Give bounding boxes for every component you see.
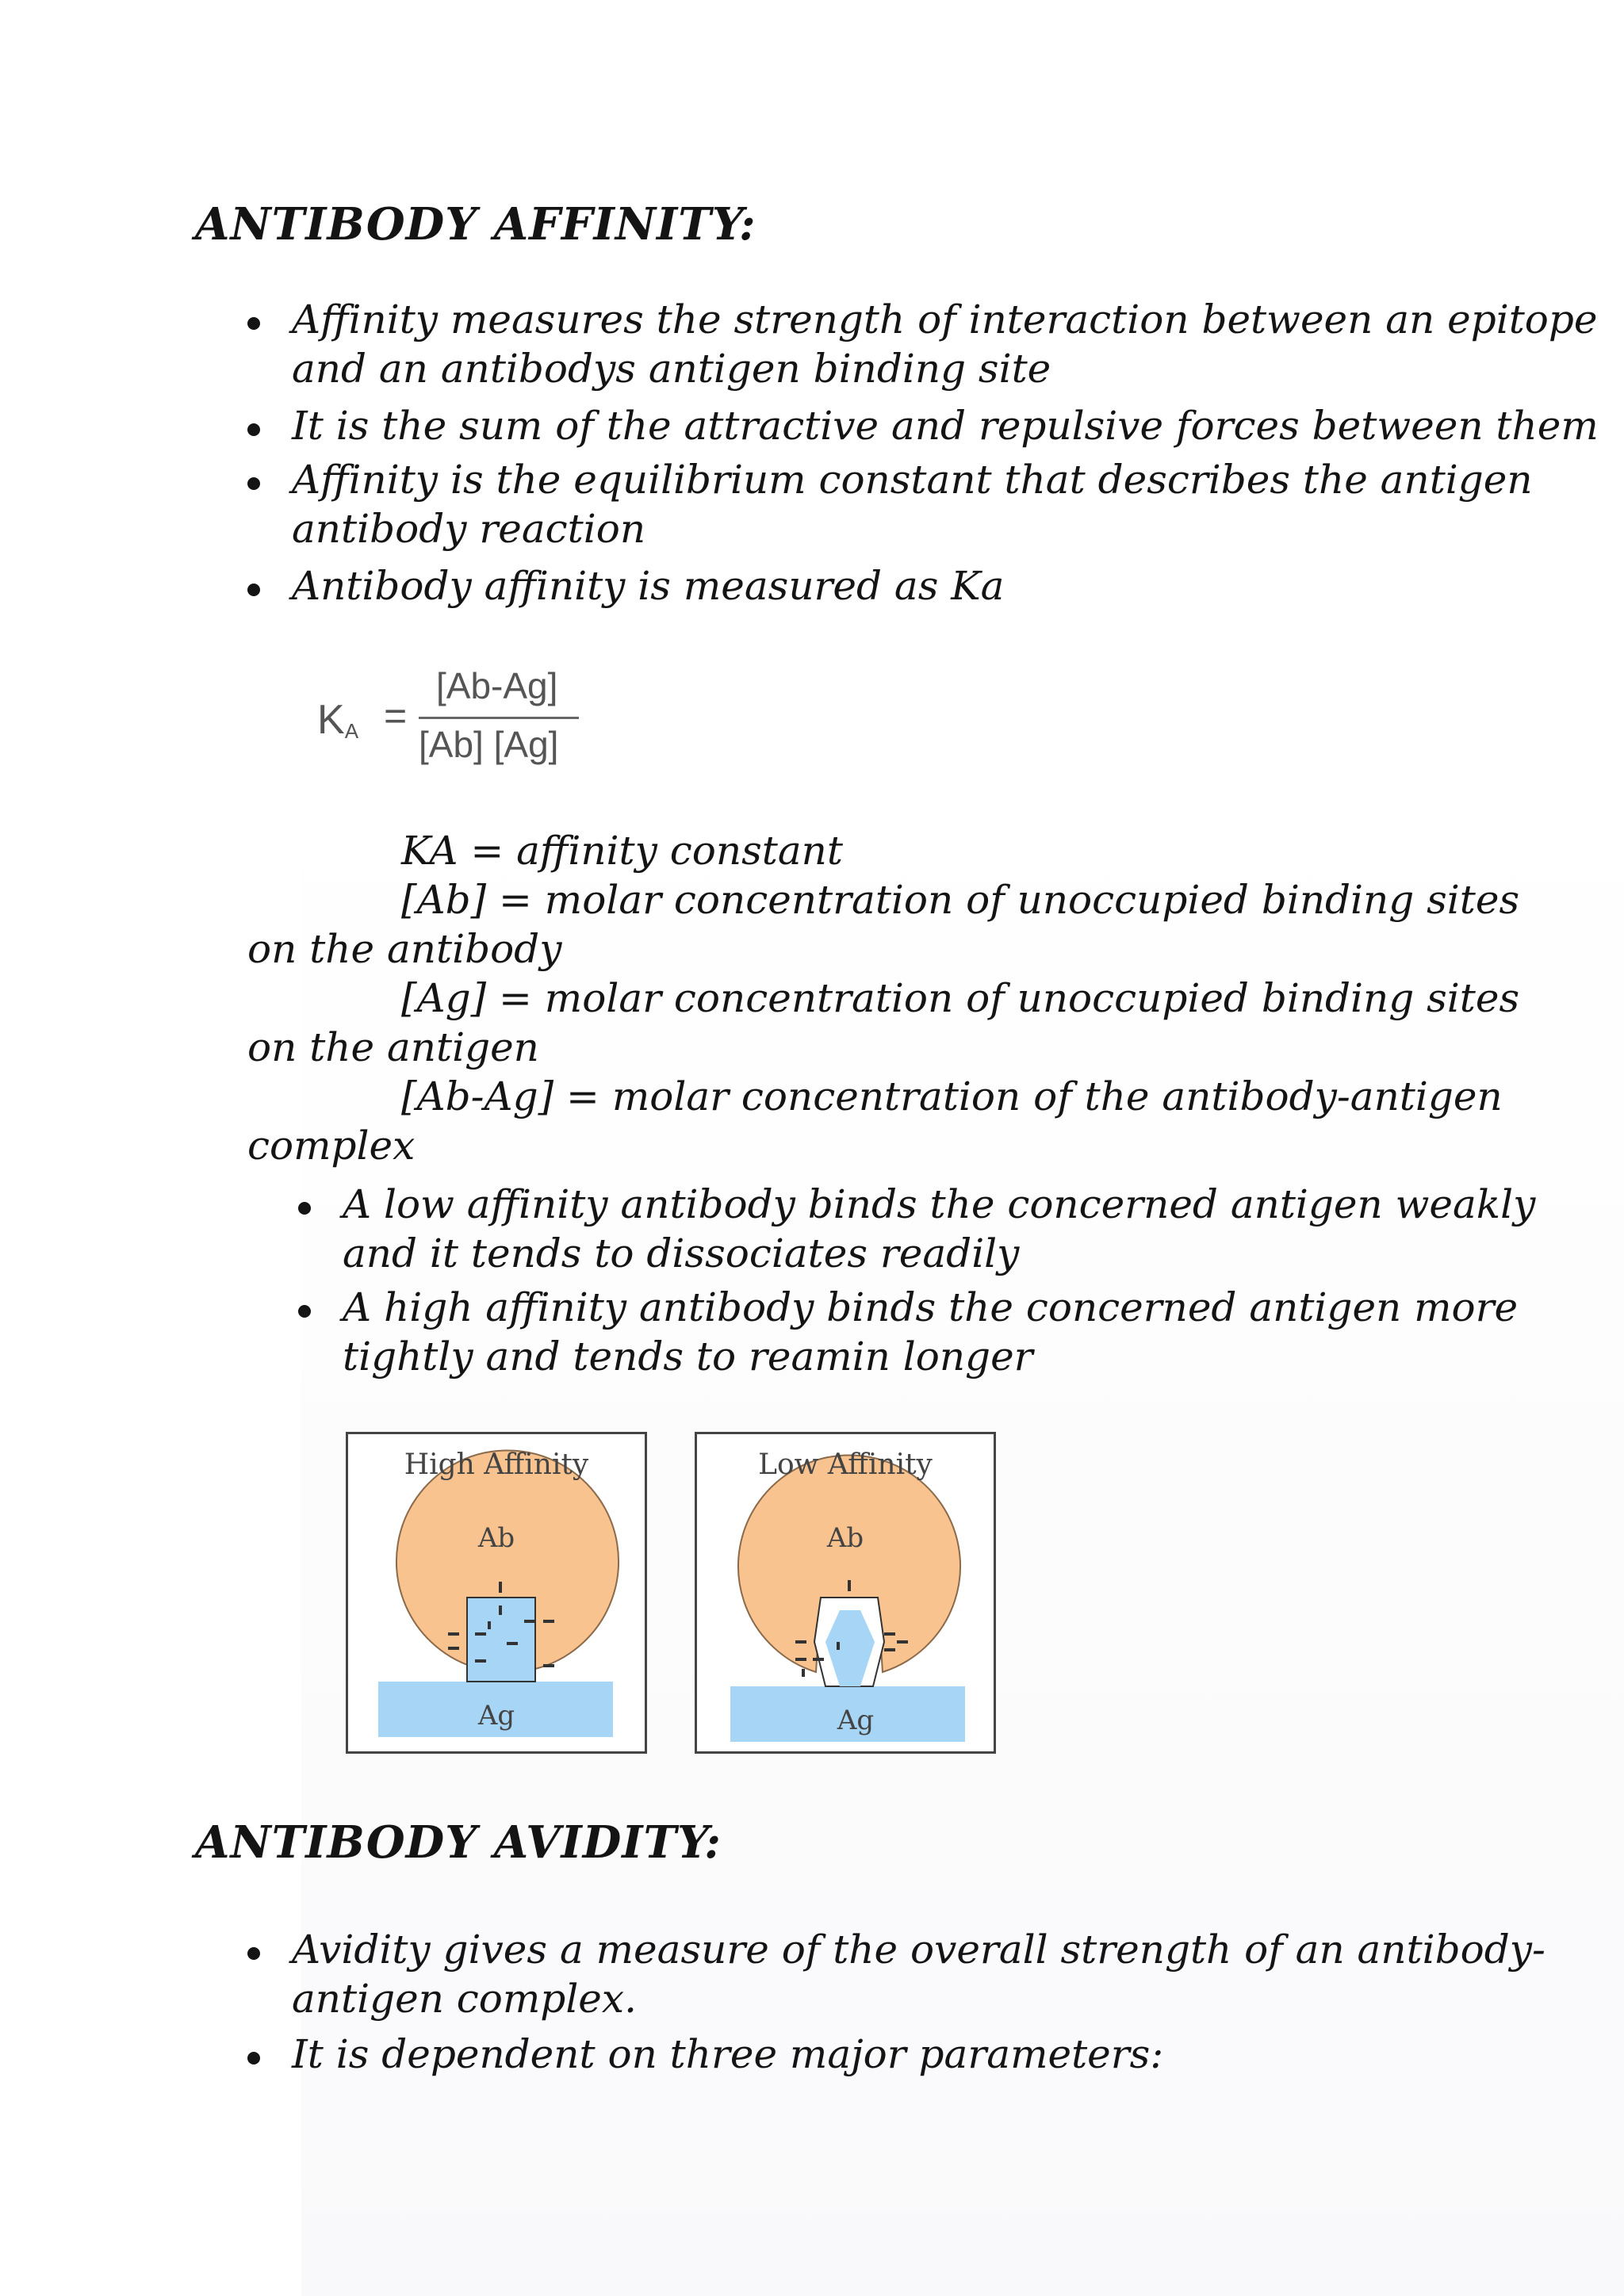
ag-label: Ag bbox=[477, 1700, 515, 1732]
bullet-text: and it tends to dissociates readily bbox=[343, 1230, 1020, 1276]
bullet-text: and an antibodys antigen binding site bbox=[292, 346, 1051, 392]
ab-label: Ab bbox=[477, 1522, 515, 1554]
definition-complex: [Ab-Ag] = molar concentration of the antibody-antigen bbox=[401, 1073, 1503, 1119]
ab-label: Ab bbox=[826, 1522, 864, 1554]
bullet-text: It is the sum of the attractive and repulsive forces between them bbox=[292, 403, 1599, 449]
list-item bbox=[193, 295, 1599, 393]
bullet-text: A low affinity antibody binds the concerned antigen weakly bbox=[343, 1181, 1536, 1227]
list-item bbox=[193, 2030, 1545, 2079]
low-affinity-diagram bbox=[697, 1434, 994, 1751]
bullet-text: It is dependent on three major parameters: bbox=[292, 2031, 1164, 2077]
list-item bbox=[193, 1925, 1545, 2023]
avidity-heading: ANTIBODY AVIDITY: bbox=[195, 1816, 722, 1869]
fraction-bar bbox=[419, 717, 579, 719]
definition-ag: [Ag] = molar concentration of unoccupied binding sites bbox=[401, 975, 1520, 1021]
definition-ag-cont: on the antigen bbox=[247, 1024, 539, 1070]
list-item bbox=[193, 455, 1599, 553]
affinity-comparison-list bbox=[244, 1180, 1535, 1381]
avidity-bullet-list bbox=[193, 1925, 1545, 2079]
affinity-heading: ANTIBODY AFFINITY: bbox=[195, 198, 756, 251]
formula-definitions bbox=[247, 826, 1519, 1170]
bullet-text: A high affinity antibody binds the concerned antigen more bbox=[343, 1284, 1519, 1330]
formula-denominator: [Ab] [Ag] bbox=[419, 724, 559, 765]
list-item bbox=[193, 401, 1599, 450]
high-affinity-figure bbox=[346, 1432, 647, 1754]
definition-complex-cont: complex bbox=[247, 1123, 416, 1169]
bullet-text: Antibody affinity is measured as Ka bbox=[292, 563, 1005, 609]
list-item bbox=[193, 561, 1599, 610]
bullet-text: Avidity gives a measure of the overall strength of an antibody- bbox=[292, 1927, 1545, 1973]
figure-title: Low Affinity bbox=[758, 1448, 933, 1481]
definition-ab: [Ab] = molar concentration of unoccupied binding sites bbox=[401, 877, 1520, 923]
bullet-text: Affinity measures the strength of interaction between an epitope bbox=[292, 297, 1598, 342]
formula-equals: = bbox=[384, 694, 408, 738]
formula-numerator: [Ab-Ag] bbox=[436, 665, 558, 706]
bullet-text: antibody reaction bbox=[292, 506, 646, 552]
list-item bbox=[244, 1180, 1535, 1278]
affinity-formula bbox=[317, 664, 587, 775]
bullet-text: Affinity is the equilibrium constant that describes the antigen bbox=[292, 457, 1533, 503]
low-affinity-figure bbox=[695, 1432, 996, 1754]
definition-ka: KA = affinity constant bbox=[401, 828, 843, 874]
bullet-text: antigen complex. bbox=[292, 1976, 637, 2022]
bullet-text: tightly and tends to reamin longer bbox=[343, 1334, 1033, 1380]
list-item bbox=[244, 1283, 1535, 1381]
definition-ab-cont: on the antibody bbox=[247, 926, 562, 972]
affinity-bullet-list bbox=[193, 295, 1599, 610]
ag-label: Ag bbox=[837, 1705, 875, 1736]
formula-k: $K_A$ bbox=[317, 697, 359, 743]
high-affinity-diagram bbox=[348, 1434, 645, 1751]
figure-title: High Affinity bbox=[404, 1448, 589, 1481]
